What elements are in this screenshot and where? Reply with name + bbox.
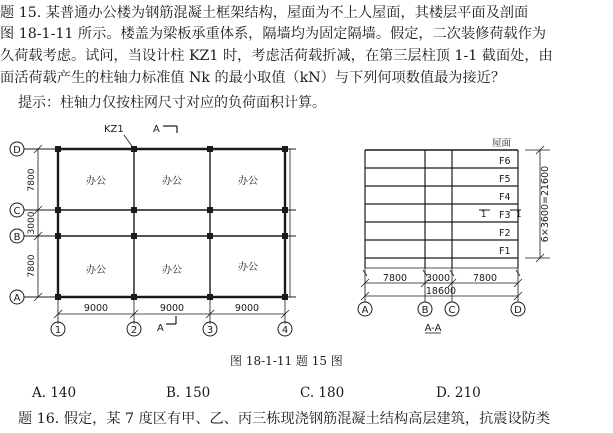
section-dimension: 3000 — [425, 273, 451, 284]
axis-label-row: C — [13, 206, 21, 217]
col-dimension: 9000 — [83, 303, 109, 314]
section-title: A-A — [424, 323, 442, 334]
col-dimension: 9000 — [234, 303, 260, 314]
row-dimension: 7800 — [27, 254, 37, 278]
section-roof-label: 屋面 — [492, 138, 512, 149]
section-cut-mark: 1 — [481, 210, 487, 220]
col-dimension: 9000 — [159, 303, 185, 314]
floor-label: F2 — [499, 228, 511, 239]
question-line-2: 图 18-1-11 所示。楼盖为梁板承重体系，隔墙均为固定隔墙。假定，二次装修荷载作为 — [0, 26, 547, 42]
question-line-1: 题 15. 某普通办公楼为钢筋混凝土框架结构，屋面为不上人屋面，其楼层平面及剖面 — [0, 5, 529, 21]
section-cut-mark: 1 — [516, 210, 522, 220]
axis-label-row: D — [13, 145, 21, 156]
room-label: 办公 — [162, 176, 182, 187]
section-height-dimension: 6×3600=21600 — [540, 165, 551, 243]
question-hint: 提示：柱轴力仅按柱网尺寸对应的负荷面积计算。 — [18, 95, 326, 111]
kz1-label: KZ1 — [104, 124, 124, 135]
room-label: 办公 — [86, 176, 106, 187]
axis-label-col: 3 — [206, 325, 214, 336]
section-mark-bottom: A — [157, 323, 164, 334]
floor-label: F6 — [499, 156, 511, 167]
floor-label: F3 — [499, 210, 511, 221]
floor-label: F1 — [499, 246, 511, 257]
floor-label: F5 — [499, 174, 511, 185]
section-axis-label: C — [448, 305, 456, 316]
figure-caption: 图 18-1-11 题 15 图 — [230, 354, 343, 368]
section-mark-top: A — [153, 124, 160, 135]
option-b: B. 150 — [166, 385, 211, 401]
section-dimension: 7800 — [472, 273, 498, 284]
section-axis-label: B — [421, 305, 429, 316]
room-label: 办公 — [238, 262, 258, 273]
row-dimension: 3000 — [27, 211, 37, 235]
axis-label-row: A — [13, 293, 21, 304]
room-label: 办公 — [86, 265, 106, 276]
section-axis-label: D — [514, 305, 522, 316]
floor-label: F4 — [499, 192, 511, 203]
question-line-3: 久荷载考虑。试问，当设计柱 KZ1 时，考虑活荷载折减，在第三层柱顶 1-1 截面处，由 — [0, 48, 553, 64]
room-label: 办公 — [162, 265, 182, 276]
axis-label-col: 1 — [54, 325, 62, 336]
section-dimension: 7800 — [382, 273, 408, 284]
question-line-4: 面活荷载产生的柱轴力标准值 Nk 的最小取值（kN）与下列何项数值最为接近？ — [0, 70, 506, 86]
plan-columns — [55, 146, 288, 300]
option-d: D. 210 — [436, 385, 481, 401]
row-dimension: 7800 — [27, 168, 37, 192]
question-16-line: 题 16. 假定，某 7 度区有甲、乙、丙三栋现浇钢筋混凝土结构高层建筑，抗震设防类 — [18, 411, 551, 427]
axis-label-col: 2 — [130, 325, 138, 336]
figure-18-1-11 — [0, 118, 613, 350]
section-axis-label: A — [361, 305, 369, 316]
option-c: C. 180 — [300, 385, 345, 401]
axis-label-row: B — [13, 232, 21, 243]
option-a: A. 140 — [32, 385, 77, 401]
room-label: 办公 — [238, 176, 258, 187]
axis-label-col: 4 — [281, 325, 289, 336]
section-total-dimension: 18600 — [425, 286, 457, 297]
